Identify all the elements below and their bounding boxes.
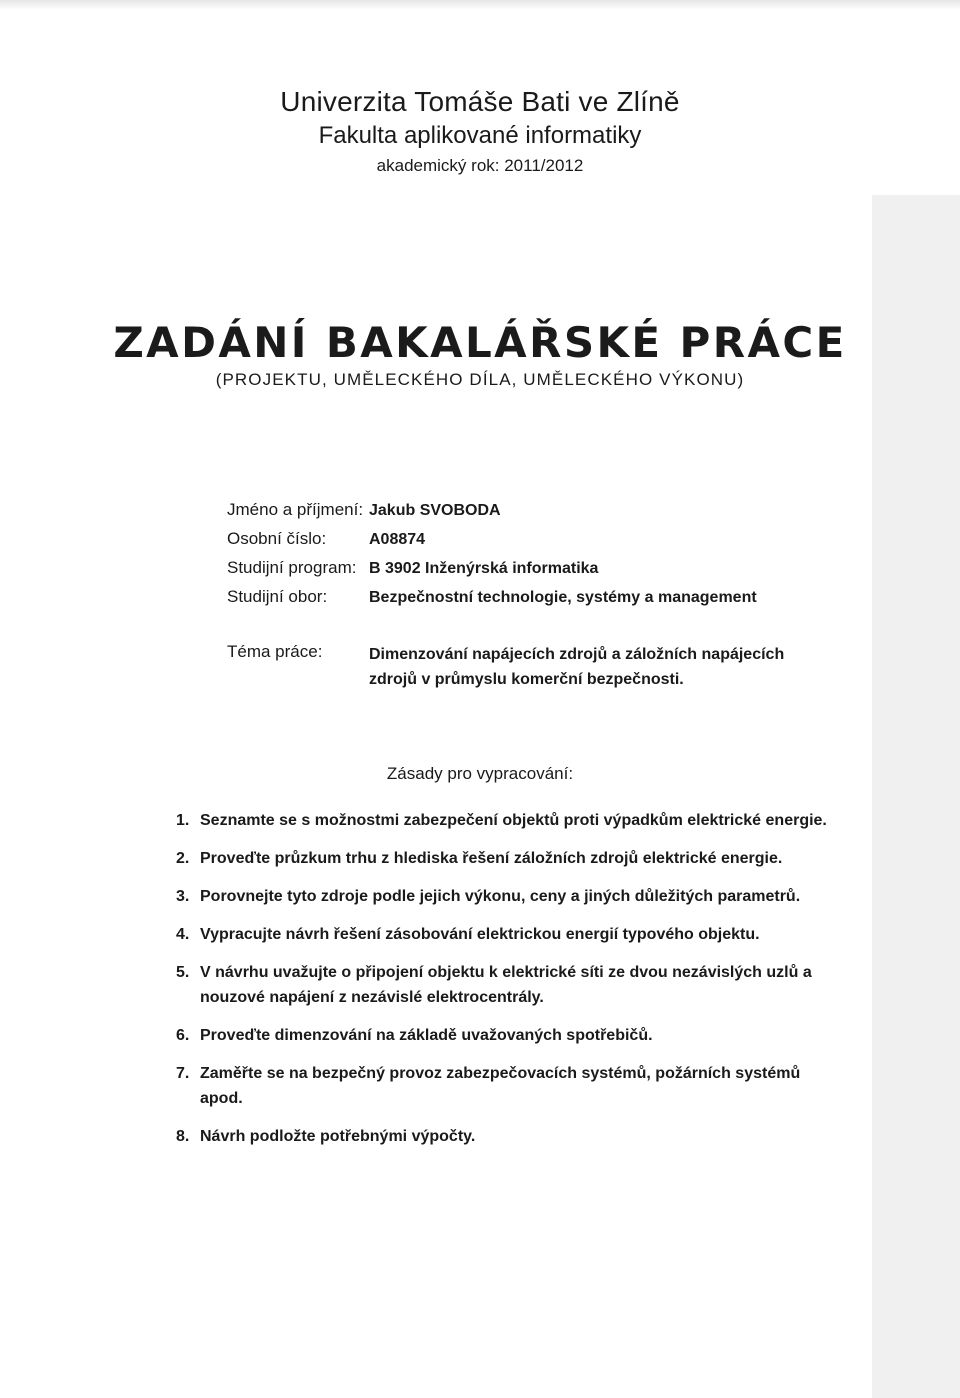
task-text: Vypracujte návrh řešení zásobování elektrickou energií typového objektu. <box>200 926 760 943</box>
info-row-study-field <box>227 587 847 616</box>
task-text: Porovnejte tyto zdroje podle jejich výkonu, ceny a jiných důležitých parametrů. <box>200 888 801 905</box>
task-number: 3. <box>176 888 190 905</box>
document-subtitle: (PROJEKTU, UMĚLECKÉHO DÍLA, UMĚLECKÉHO VÝKONU) <box>215 370 745 389</box>
faculty-name: Fakulta aplikované informatiky <box>318 122 642 149</box>
topic-value: Dimenzování napájecích zdrojů a záložních napájecích zdrojů v průmyslu komerční bezpečnosti. <box>369 646 785 688</box>
list-item <box>176 884 836 909</box>
task-list <box>176 808 836 1149</box>
list-item <box>176 846 836 871</box>
info-value: A08874 <box>369 531 426 548</box>
academic-year: akademický rok: 2011/2012 <box>376 156 584 175</box>
thesis-topic <box>227 642 847 692</box>
info-value: Jakub SVOBODA <box>369 502 501 519</box>
task-text: Proveďte průzkum trhu z hlediska řešení záložních zdrojů elektrické energie. <box>200 850 783 867</box>
university-name: Univerzita Tomáše Bati ve Zlíně <box>280 86 680 117</box>
task-number: 7. <box>176 1065 190 1082</box>
task-text: V návrhu uvažujte o připojení objektu k elektrické síti ze dvou nezávislých uzlů a nouzové napájení z nezávislé elektrocentrály. <box>200 964 812 1006</box>
info-row-name <box>227 500 847 529</box>
info-label: Studijní obor: <box>227 587 328 606</box>
info-label: Jméno a příjmení: <box>227 500 364 519</box>
scan-top-edge <box>0 0 960 10</box>
task-number: 6. <box>176 1027 190 1044</box>
topic-label: Téma práce: <box>227 642 323 661</box>
task-number: 8. <box>176 1128 190 1145</box>
document-title: ZADÁNÍ BAKALÁŘSKÉ PRÁCE <box>113 318 847 367</box>
task-number: 2. <box>176 850 190 867</box>
info-label: Studijní program: <box>227 558 357 577</box>
list-item <box>176 922 836 947</box>
list-item <box>176 808 836 833</box>
task-text: Proveďte dimenzování na základě uvažovaných spotřebičů. <box>200 1027 653 1044</box>
student-info <box>227 500 847 616</box>
task-text: Zaměřte se na bezpečný provoz zabezpečovacích systémů, požárních systémů apod. <box>200 1065 801 1107</box>
task-text: Návrh podložte potřebnými výpočty. <box>200 1128 476 1145</box>
info-value: Bezpečnostní technologie, systémy a management <box>369 589 757 606</box>
principles-heading: Zásady pro vypracování: <box>386 764 574 783</box>
list-item <box>176 1061 836 1111</box>
info-row-study-program <box>227 558 847 587</box>
task-number: 5. <box>176 964 190 981</box>
info-label: Osobní číslo: <box>227 529 327 548</box>
list-item <box>176 960 836 1010</box>
task-number: 4. <box>176 926 190 943</box>
task-number: 1. <box>176 812 190 829</box>
list-item <box>176 1023 836 1048</box>
list-item <box>176 1124 836 1149</box>
info-value: B 3902 Inženýrská informatika <box>369 560 599 577</box>
info-row-personal-number <box>227 529 847 558</box>
task-text: Seznamte se s možnostmi zabezpečení objektů proti výpadkům elektrické energie. <box>200 812 827 829</box>
